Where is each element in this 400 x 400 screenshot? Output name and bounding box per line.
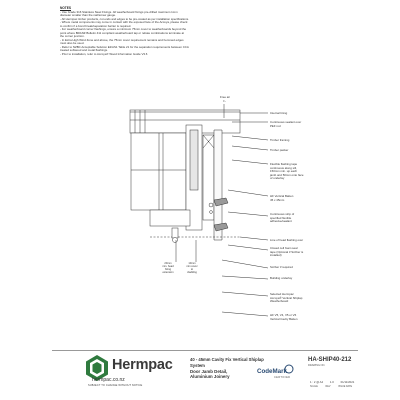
label-continuous-strip-2: specified flexible — [270, 215, 292, 220]
label-hf-2: Vertical Cavity Batten — [270, 316, 298, 321]
codemark-logo-text: CodeMark — [257, 368, 287, 375]
label-timber-framing: Timber framing — [270, 138, 290, 142]
note-line: treated softwood and metal flashings. — [60, 49, 108, 53]
note-line: diameter smaller than the nail/screw gauge. — [60, 14, 116, 18]
label-continuous-strip-1: Continuous strip of — [270, 212, 295, 216]
door-jamb-block — [131, 133, 186, 210]
label-flexible-tape-5: of underlay — [270, 176, 285, 180]
free-air-label-2: ¾ — [223, 99, 226, 103]
note-line: must also be used. — [60, 42, 85, 46]
dim-left-2: min. head — [162, 265, 174, 268]
label-hf-1: HF V5, V4, V5 or V6 — [270, 313, 297, 317]
label-building-underlay: Building underlay — [270, 276, 293, 280]
dim-right-4: cladding — [187, 271, 197, 274]
notes-title: NOTES — [60, 6, 71, 10]
dim-left-4: extension — [162, 271, 174, 274]
title-block — [52, 350, 358, 392]
drawing-meta — [310, 380, 360, 384]
label-flexible-tape-3: 150mm min. up each — [270, 169, 297, 173]
label-selected-2: Accoya® Vertical Shiplap — [270, 295, 303, 300]
drawing-rev: 1.0 — [329, 380, 334, 384]
note-line: - Where metal components may come in contact with the exposed face of the Accoya, please check — [60, 21, 188, 25]
note-line: point where BRANZ Bulletin 411 compliant weatherboard tap or rebate combinations terminate at — [60, 31, 184, 35]
label-continuous-sealant-2: PEF rod — [270, 123, 281, 128]
label-continuous-sealant: Continuous sealant over — [270, 120, 302, 124]
drawing-date: 01/11/2021 — [340, 380, 355, 384]
brand-name: Hermpac — [112, 357, 173, 373]
note-line: - Use Grade 316 Stainless Steel Fixings. All weatherboard fixings pre-drilled maximum 1mm — [60, 10, 178, 14]
label-closed-cell-1: Closed cell foam seal — [270, 246, 298, 250]
label-internal-lining: Internal lining — [270, 111, 288, 115]
codemark-ring-icon — [284, 364, 294, 374]
note-line: - Refer to NZBC Acceptable Solution E2/AS1 Table 21 for the separation requirements between CCA — [60, 45, 189, 49]
label-timber-packer: Timber packer — [270, 148, 289, 152]
label-selected-1: Selected Hermpac — [270, 292, 294, 296]
hf-vertical-batten — [203, 135, 214, 220]
note-line: to confirm if a bond break/separation barrier is required. — [60, 24, 132, 28]
timber-framing-top — [130, 110, 240, 133]
label-closed-cell-3: installed) — [270, 253, 282, 257]
note-line: - In Extra High Wind Zone and above, the 75mm cover requirement remains and hemmed edges — [60, 38, 184, 42]
drawing-number: HA-SHIP40-212 — [308, 357, 352, 363]
date-label: ISSUE DATE — [338, 385, 353, 388]
label-hf-batten-1: HF Vertical Batten — [270, 194, 294, 198]
drawing-title-line-3: Aluminium Joinery — [190, 374, 230, 379]
drawing-meta-labels — [310, 385, 359, 388]
brand-subject-note: SUBJECT TO CHANGE WITHOUT NOTICE — [88, 384, 143, 387]
note-line: - Prior to installation, refer to Accoya® Wood Information Guide V3.6 — [60, 52, 148, 56]
dim-left-3: fixing — [164, 268, 172, 271]
label-scriber: Scriber if required — [270, 265, 293, 269]
shiplap-weatherboard — [214, 130, 222, 240]
label-closed-cell-2: tape (Optional if Scriber is — [270, 249, 304, 254]
dim-right-1: 10mm — [188, 262, 196, 265]
drawing-code-block — [308, 357, 351, 367]
label-flexible-tape-4: jamb and 50mm onto face — [270, 172, 304, 177]
closed-cell-foam — [172, 228, 178, 238]
label-flexible-tape-1: Flexible flashing tape — [270, 162, 298, 166]
note-line: - For weatherboard corner flashings, ensure a minimum 75mm cover to weatherboards beyond the — [60, 28, 187, 32]
scale-label: SCALE — [310, 385, 318, 388]
rev-label: REV — [325, 385, 331, 388]
dim-right-2: min cover — [186, 265, 198, 268]
label-selected-3: Weatherboard — [270, 299, 289, 303]
drawing-title-line-2: Door Jamb Detail, — [190, 369, 228, 374]
dim-left-1: 20mm — [164, 262, 172, 265]
label-head-flashing: Line of head flashing over — [270, 238, 304, 242]
label-continuous-strip-3: adhesive/sealant — [270, 219, 292, 223]
note-line: the corner junction. — [60, 35, 85, 39]
drawing-number-label: DRAWING NO. — [308, 364, 326, 367]
note-line: - All Hermpac timber products, cut ends and edges to be pre-coated as per installation specifications. — [60, 17, 190, 21]
drawing-title-line-1: 40 - 45mm Cavity Fix Vertical Shiplap System — [190, 357, 264, 368]
codemark-certified: CERTIFIED — [274, 376, 291, 379]
label-hf-batten-2: 45 x 45mm — [270, 197, 285, 202]
dim-right-3: to — [190, 268, 194, 271]
label-flexible-tape-2: continuous along sill, — [270, 165, 297, 170]
brand-website[interactable]: hermpac.co.nz — [92, 377, 125, 383]
drawing-scale: 1 : 2 @ A4 — [310, 380, 324, 384]
free-air-label: Free air — [220, 95, 230, 99]
